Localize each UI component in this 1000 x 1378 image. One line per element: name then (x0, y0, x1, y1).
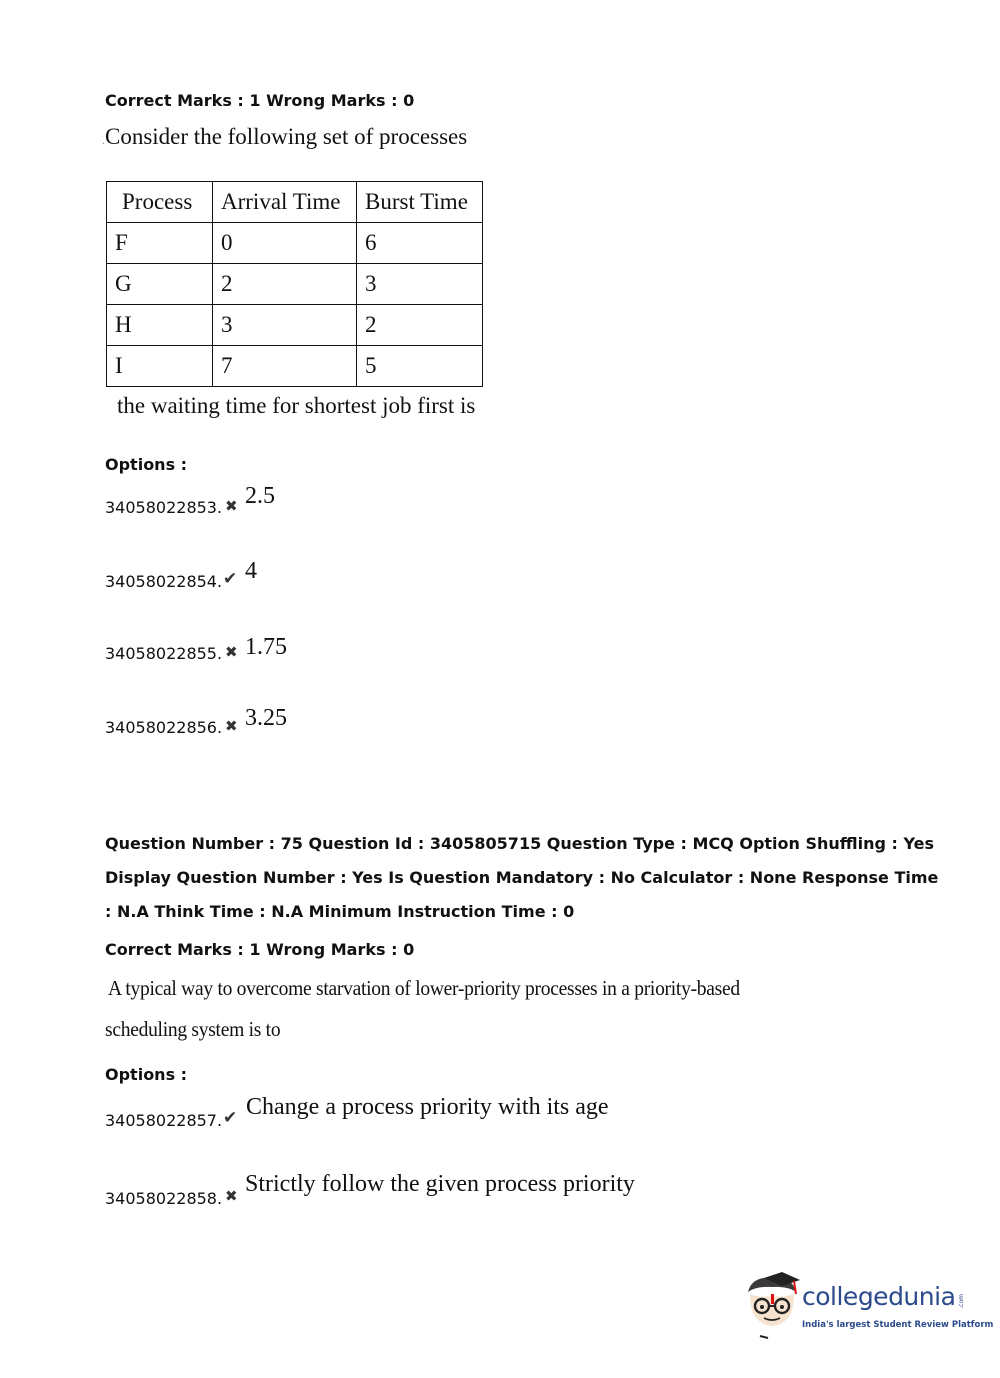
option-id: 34058022857. (105, 1111, 223, 1130)
logo-tagline: India's largest Student Review Platform (802, 1320, 994, 1330)
option-text: 3.25 (245, 705, 287, 731)
option-text: Strictly follow the given process priority (245, 1171, 635, 1197)
table-header-arrival: Arrival Time (213, 182, 357, 223)
q74-intro (102, 124, 467, 150)
table-cell: G (107, 264, 213, 305)
q75-marks: Correct Marks : 1 Wrong Marks : 0 (105, 940, 415, 959)
option-id: 34058022856. (105, 718, 223, 737)
table-row (107, 264, 483, 305)
table-row (107, 223, 483, 264)
cross-icon: ✖ (225, 499, 238, 515)
q75-question-line2: scheduling system is to (105, 1017, 281, 1041)
q75-meta-line3: : N.A Think Time : N.A Minimum Instruction Time : 0 (105, 902, 575, 921)
table-cell: 3 (213, 305, 357, 346)
q75-meta-line2: Display Question Number : Yes Is Question Mandatory : No Calculator : None Response Time (105, 868, 939, 887)
check-icon: ✔ (223, 1108, 238, 1127)
option-text: 4 (245, 558, 257, 584)
q75-options-label: Options : (105, 1065, 188, 1084)
table-cell: 2 (213, 264, 357, 305)
table-row (107, 346, 483, 387)
check-icon: ✔ (223, 569, 238, 588)
cross-icon: ✖ (225, 719, 238, 735)
q74-question-text: the waiting time for shortest job first is (117, 393, 476, 418)
table-header-row (107, 182, 483, 223)
table-header-process: Process (107, 182, 213, 223)
table-cell: I (107, 346, 213, 387)
q75-question-line1: A typical way to overcome starvation of lower-priority processes in a priority-based (108, 976, 740, 1000)
option-text: 2.5 (245, 483, 275, 509)
logo-suffix: .com (958, 1294, 965, 1309)
q75-meta-line1: Question Number : 75 Question Id : 3405805715 Question Type : MCQ Option Shuffling : Yes (105, 834, 935, 853)
table-cell: 2 (357, 305, 483, 346)
table-row (107, 305, 483, 346)
table-cell: 6 (357, 223, 483, 264)
collegedunia-logo (742, 1272, 994, 1342)
option-id: 34058022854. (105, 572, 223, 591)
table-cell: 5 (357, 346, 483, 387)
q74-options-label: Options : (105, 455, 188, 474)
table-cell: 7 (213, 346, 357, 387)
cross-icon: ✖ (225, 645, 238, 661)
cross-icon: ✖ (225, 1189, 238, 1205)
option-id: 34058022858. (105, 1189, 223, 1208)
table-cell: 0 (213, 223, 357, 264)
q74-intro-prefix: . (102, 133, 105, 147)
table-header-burst: Burst Time (357, 182, 483, 223)
logo-name: collegedunia (802, 1282, 956, 1311)
process-table (106, 181, 483, 387)
table-cell: F (107, 223, 213, 264)
option-text: Change a process priority with its age (246, 1094, 609, 1120)
q74-intro-text: Consider the following set of processes (105, 124, 468, 149)
option-id: 34058022855. (105, 644, 223, 663)
option-id: 34058022853. (105, 498, 223, 517)
table-cell: H (107, 305, 213, 346)
table-cell: 3 (357, 264, 483, 305)
student-mascot-icon (742, 1272, 802, 1342)
q74-marks: Correct Marks : 1 Wrong Marks : 0 (105, 91, 415, 110)
option-text: 1.75 (245, 634, 287, 660)
